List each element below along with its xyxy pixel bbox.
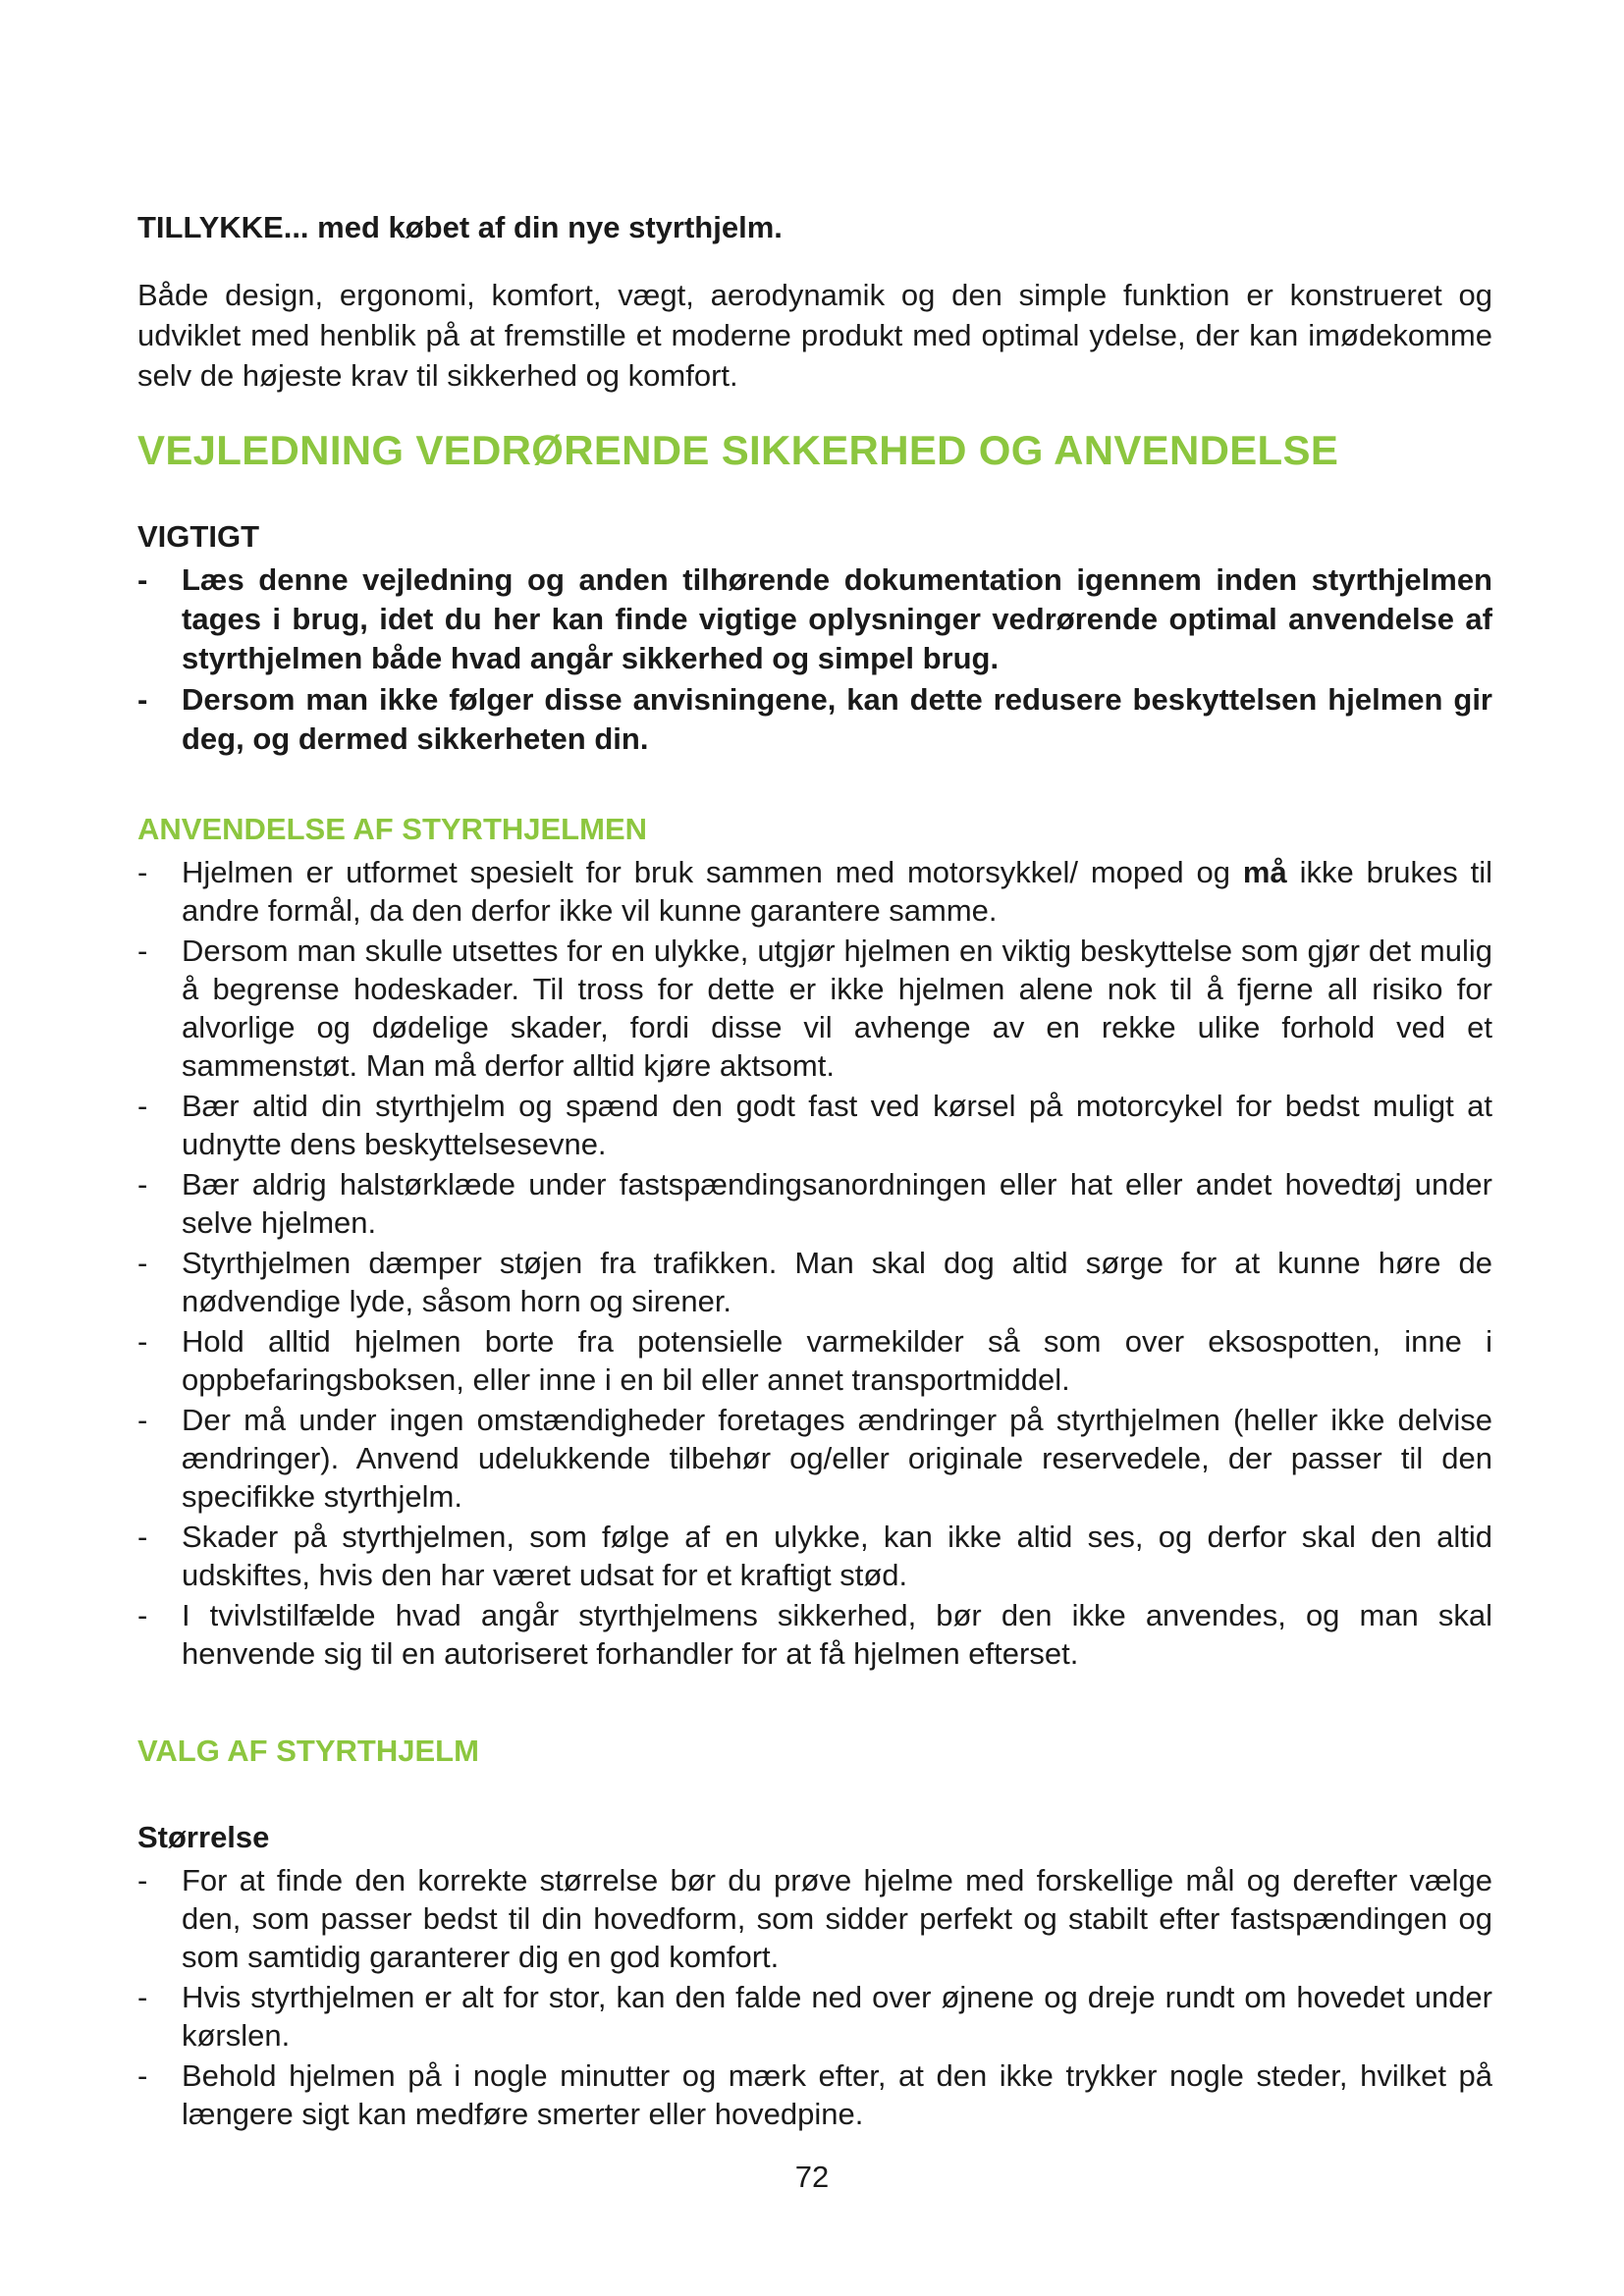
list-item-text: Dersom man skulle utsettes for en ulykke, utgjør hjelmen en viktig beskyttelse som gjør det mulig å begrense hodeskader. Til tross for dette er ikke hjelmen alene nok til å fjerne all risiko for alvorlige og dødelige skader, fordi disse vil avhenge av en rekke ulike forhold ved et sammenstøt. Man må derfor alltid kjøre aktsomt. [182,934,1492,1083]
list-item-text: Hold alltid hjelmen borte fra potensielle varmekilder så som over eksospotten, inne i oppbefaringsboksen, eller inne i en bil eller annet transportmiddel. [182,1324,1492,1397]
section-valg [137,1732,1492,2133]
list-item [137,853,1492,930]
list-item [137,1401,1492,1516]
list-item-text: Dersom man ikke følger disse anvisningene, kan dette redusere beskyttelsen hjelmen gir deg, og dermed sikkerheten din. [182,682,1492,756]
dash-bullet: - [137,1246,148,1280]
list-item-text: Behold hjelmen på i nogle minutter og mærk efter, at den ikke trykker nogle steder, hvilket på længere sigt kan medføre smerter eller hovedpine. [182,2058,1492,2131]
dash-bullet: - [137,1863,148,1897]
valg-list [137,1861,1492,2133]
dash-bullet: - [137,1324,148,1359]
dash-bullet: - [137,1403,148,1437]
list-item [137,1861,1492,1976]
section-title-vigtigt: VIGTIGT [137,519,259,554]
subsection-title-storrelse: Størrelse [137,1820,270,1854]
list-item-text: For at finde den korrekte størrelse bør du prøve hjelme med forskellige mål og derefter vælge den, som passer bedst til din hovedform, som sidder perfekt og stabilt efter fastspændingen og som samtidig garanterer dig en god komfort. [182,1863,1492,1974]
intro-title: TILLYKKE... med købet af din nye styrthjelm. [137,210,783,244]
intro-text: Både design, ergonomi, komfort, vægt, aerodynamik og den simple funktion er konstrueret og udviklet med henblik på at fremstille et moderne produkt med optimal ydelse, der kan imødekomme selv de højeste krav til sikkerhed og komfort. [137,278,1492,393]
list-item-text-end: ikke brukes til andre formål, da den derfor ikke vil kunne garantere samme. [182,855,1493,928]
list-item [137,1518,1492,1594]
section-title-anvendelse: ANVENDELSE AF STYRTHJELMEN [137,812,648,846]
list-item [137,680,1492,759]
dash-bullet: - [137,1520,148,1554]
page-content [137,208,1492,2135]
list-item [137,932,1492,1085]
list-item [137,1322,1492,1399]
dash-bullet: - [137,1167,148,1201]
section-vigtigt [137,517,1492,759]
dash-bullet: - [137,855,148,889]
list-item-text: Hvis styrthjelmen er alt for stor, kan den falde ned over øjnene og dreje rundt om hovedet under kørslen. [182,1980,1492,2053]
list-item [137,1165,1492,1242]
section-title-valg: VALG AF STYRTHJELM [137,1734,479,1768]
section-anvendelse [137,810,1492,1673]
dash-bullet: - [137,1598,148,1632]
list-item-text: Styrthjelmen dæmper støjen fra trafikken. Man skal dog altid sørge for at kunne høre de nødvendige lyde, såsom horn og sirener. [182,1246,1492,1318]
list-item-text: I tvivlstilfælde hvad angår styrthjelmens sikkerhed, bør den ikke anvendes, og man skal henvende sig til en autoriseret forhandler for at få hjelmen efterset. [182,1598,1492,1671]
list-item [137,561,1492,678]
anvendelse-list [137,853,1492,1673]
vigtigt-list [137,561,1492,759]
dash-bullet: - [137,1089,148,1123]
dash-bullet: - [137,1980,148,2014]
dash-bullet: - [137,2058,148,2093]
list-item-text: Der må under ingen omstændigheder foretages ændringer på styrthjelmen (heller ikke delvise ændringer). Anvend udelukkende tilbehør og/eller originale reservedele, der passer til den specifikke styrthjelm. [182,1403,1492,1514]
list-item-text: Læs denne vejledning og anden tilhørende dokumentation igennem inden styrthjelmen tages i brug, idet du her kan finde vigtige oplysninger vedrørende optimal anvendelse af styrthjelmen både hvad angår sikkerhed og simpel brug. [182,562,1492,675]
dash-bullet: - [137,562,148,597]
dash-bullet: - [137,682,148,717]
page-number: 72 [794,2160,830,2194]
list-item-text: Bær altid din styrthjelm og spænd den godt fast ved kørsel på motorcykel for bedst muligt at udnytte dens beskyttelsesevne. [182,1089,1492,1161]
list-item-text-start: Hjelmen er utformet spesielt for bruk sammen med motorsykkel/ moped og [182,855,1243,889]
list-item [137,1087,1492,1163]
list-item [137,1244,1492,1320]
list-item-text: Bær aldrig halstørklæde under fastspændingsanordningen eller hat eller andet hovedtøj under selve hjelmen. [182,1167,1492,1240]
list-item [137,1596,1492,1673]
list-item-emphasis: må [1242,855,1287,889]
list-item [137,1978,1492,2055]
dash-bullet: - [137,934,148,968]
list-item [137,2056,1492,2133]
main-heading: VEJLEDNING VEDRØRENDE SIKKERHED OG ANVENDELSE [137,427,1339,473]
list-item-text: Skader på styrthjelmen, som følge af en ulykke, kan ikke altid ses, og derfor skal den altid udskiftes, hvis den har været udsat for et kraftigt stød. [182,1520,1492,1592]
